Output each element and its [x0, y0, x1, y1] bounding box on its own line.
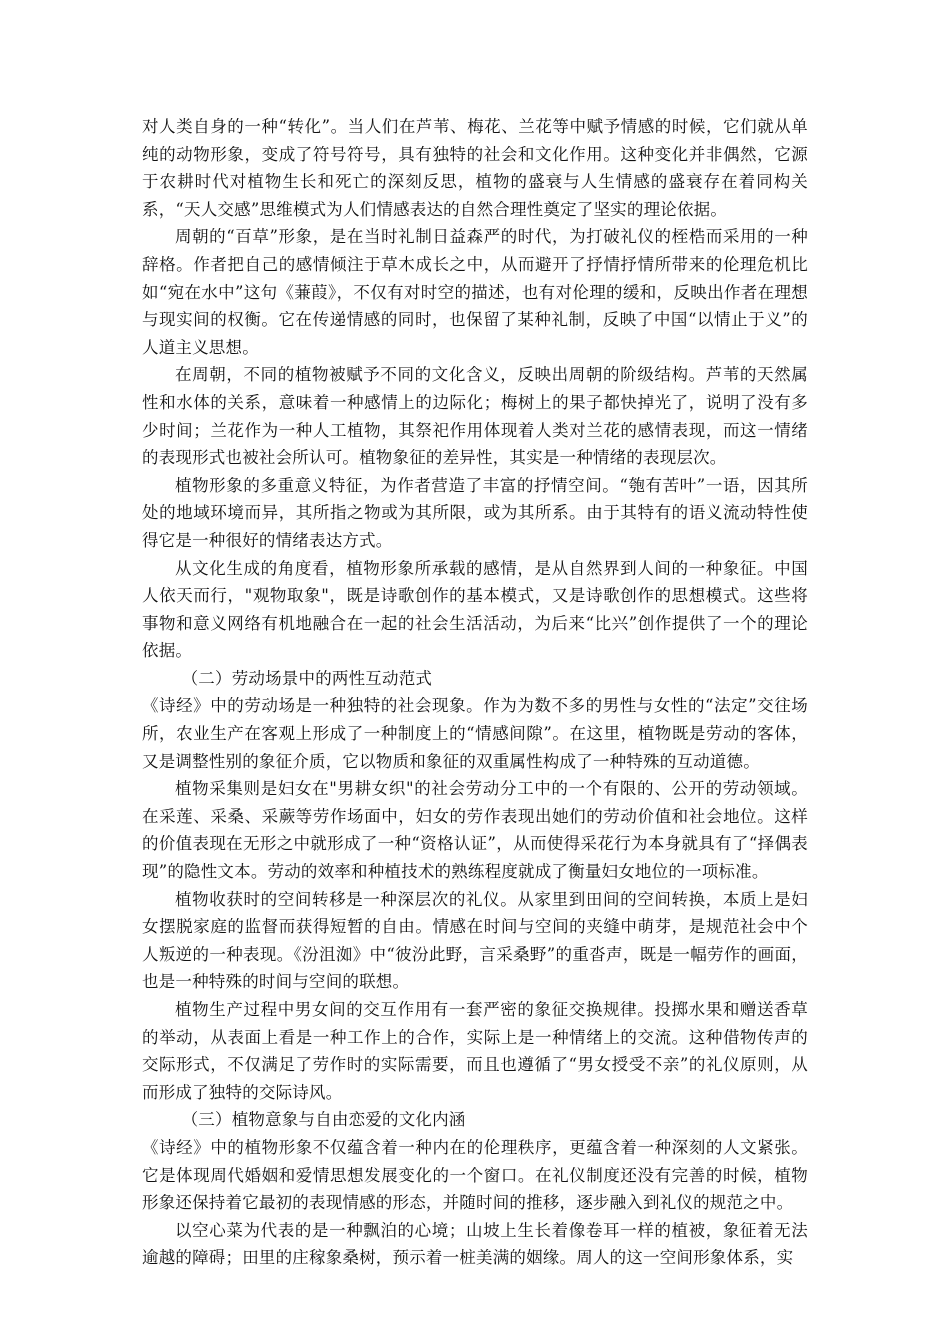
paragraph: 在周朝，不同的植物被赋予不同的文化含义，反映出周朝的阶级结构。芦苇的天然属性和水体的关系，意味着一种感情上的边际化；梅树上的果子都快掉光了，说明了没有多少时间；兰花作为一种人工植物，其祭祀作用体现着人类对兰花的感情表现，而这一情绪的表现形式也被社会所认可。植物象征的差异性，其实是一种情绪的表现层次。 — [142, 365, 808, 468]
paragraph: 植物生产过程中男女间的交互作用有一套严密的象征交换规律。投掷水果和赠送香草的举动，从表面上看是一种工作上的合作，实际上是一种情绪上的交流。这种借物传声的交际形式，不仅满足了劳作时的实际需要，而且也遵循了“男女授受不亲”的礼仪原则，从而形成了独特的交际诗风。 — [142, 1000, 808, 1102]
paragraph: 从文化生成的角度看，植物形象所承载的感情，是从自然界到人间的一种象征。中国人依天而行，"观物取象"，既是诗歌创作的基本模式，又是诗歌创作的思想模式。这些将事物和意义网络有机地融合在一起的社会生活活动，为后来“比兴”创作提供了一个的理论依据。 — [142, 558, 808, 661]
paragraph: 以空心菜为代表的是一种飘泊的心境；山坡上生长着像卷耳一样的植被，象征着无法逾越的障碍；田里的庄稼象桑树，预示着一桩美满的姻缘。周人的这一空间形象体系，实 — [142, 1220, 808, 1268]
paragraph: 植物采集则是妇女在"男耕女织"的社会劳动分工中的一个有限的、公开的劳动领域。在采莲、采桑、采蕨等劳作场面中，妇女的劳作表现出她们的劳动价值和社会地位。这样的价值表现在无形之中就形成了一种“资格认证”，从而使得采花行为本身就具有了“择偶表现”的隐性文本。劳动的效率和种植技术的熟练程度就成了衡量妇女地位的一项标准。 — [142, 779, 808, 882]
section-heading: （三）植物意象与自由恋爱的文化内涵 — [181, 1110, 466, 1130]
paragraph: 植物形象的多重意义特征，为作者营造了丰富的抒情空间。“匏有苦叶”一语，因其所处的地域环境而异，其所指之物或为其所限，或为其所系。由于其特有的语义流动特性使得它是一种很好的情绪表达方式。 — [142, 475, 808, 550]
document-page — [142, 113, 808, 1272]
paragraph: 植物收获时的空间转移是一种深层次的礼仪。从家里到田间的空间转换，本质上是妇女摆脱家庭的监督而获得短暂的自由。情感在时间与空间的夹缝中萌芽，是规范社会中个人叛逆的一种表现。《汾沮洳》中“彼汾此野，言采桑野”的重沓声，既是一幅劳作的画面，也是一种特殊的时间与空间的联想。 — [142, 889, 808, 992]
paragraph: 《诗经》中的植物形象不仅蕴含着一种内在的伦理秩序，更蕴含着一种深刻的人文紧张。它是体现周代婚姻和爱情思想发展变化的一个窗口。在礼仪制度还没有完善的时候，植物形象还保持着它最初的表现情感的形态，并随时间的推移，逐步融入到礼仪的规范之中。 — [142, 1137, 808, 1213]
paragraph: 《诗经》中的劳动场是一种独特的社会现象。作为为数不多的男性与女性的“法定”交往场所，农业生产在客观上形成了一种制度上的“情感间隙”。在这里，植物既是劳动的客体，又是调整性别的象征介质，它以物质和象征的双重属性构成了一种特殊的互动道德。 — [142, 696, 808, 771]
paragraph: 对人类自身的一种“转化”。当人们在芦苇、梅花、兰花等中赋予情感的时候，它们就从单纯的动物形象，变成了符号符号，具有独特的社会和文化作用。这种变化并非偶然，它源于农耕时代对植物生长和死亡的深刻反思，植物的盛衰与人生情感的盛衰存在着同构关系，“天人交感”思维模式为人们情感表达的自然合理性奠定了坚实的理论依据。 — [142, 117, 808, 219]
paragraph: 周朝的“百草”形象，是在当时礼制日益森严的时代，为打破礼仪的桎梏而采用的一种辞格。作者把自己的感情倾注于草木成长之中，从而避开了抒情抒情所带来的伦理危机比如“宛在水中”这句《蒹葭》，不仅有对时空的描述，也有对伦理的缓和，反映出作者在理想与现实间的权衡。它在传递情感的同时，也保留了某种礼制，反映了中国“以情止于义”的人道主义思想。 — [142, 227, 808, 357]
section-heading: （二）劳动场景中的两性互动范式 — [181, 668, 433, 688]
